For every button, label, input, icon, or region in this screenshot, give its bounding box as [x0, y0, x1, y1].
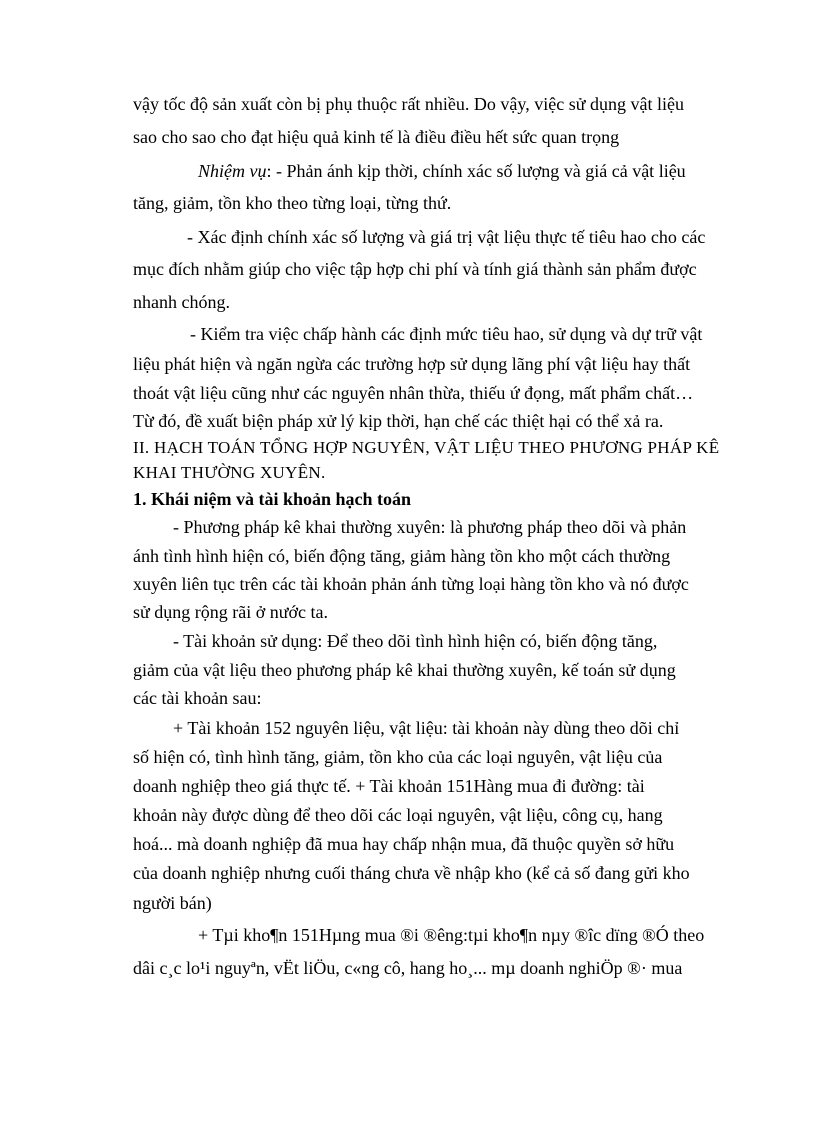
text-line: + Tµi kho¶n 151Hµng mua ®i ®êng:tµi kho¶n nµy ®îc dïng ®Ó theo	[198, 925, 705, 945]
task-label: Nhiệm vụ	[198, 161, 267, 181]
text-line: mục đích nhằm giúp cho việc tập hợp chi phí và tính giá thành sản phẩm được	[133, 259, 697, 279]
text-line: thoát vật liệu cũng như các nguyên nhân thừa, thiếu ứ đọng, mất phẩm chất…	[133, 383, 694, 403]
text-line: sử dụng rộng rãi ở nước ta.	[133, 602, 329, 622]
text-line: người bán)	[133, 893, 212, 913]
text-line: - Xác định chính xác số lượng và giá trị vật liệu thực tế tiêu hao cho các	[187, 227, 706, 247]
section-heading: KHAI THƯỜNG XUYÊN.	[133, 463, 326, 482]
text-line: tăng, giảm, tồn kho theo từng loại, từng thứ.	[133, 193, 452, 213]
text-line: - Tài khoản sử dụng: Để theo dõi tình hình hiện có, biến động tăng,	[173, 631, 658, 651]
text-line: - Kiểm tra việc chấp hành các định mức tiêu hao, sử dụng và dự trữ vật	[190, 324, 703, 344]
text-line: doanh nghiệp theo giá thực tế. + Tài khoản 151Hàng mua đi đường: tài	[133, 776, 645, 796]
text-line: dâi c¸c lo¹i nguyªn, vËt liÖu, c«ng cô, hang ho¸... mµ doanh nghiÖp ®· mua	[133, 958, 683, 978]
task-text	[198, 160, 686, 182]
text-line: Từ đó, đề xuất biện pháp xử lý kịp thời, hạn chế các thiệt hại có thể xả ra.	[133, 411, 664, 431]
task-body: : - Phản ánh kịp thời, chính xác số lượng và giá cả vật liệu	[266, 161, 686, 181]
text-line: sao cho sao cho đạt hiệu quả kinh tế là điều điều hết sức quan trọng	[133, 127, 620, 147]
text-line: nhanh chóng.	[133, 292, 230, 312]
section-heading: II. HẠCH TOÁN TỔNG HỢP NGUYÊN, VẬT LIỆU THEO PHƯƠNG PHÁP KÊ	[133, 438, 720, 457]
text-line: - Phương pháp kê khai thường xuyên: là phương pháp theo dõi và phản	[173, 517, 687, 537]
text-line: vậy tốc độ sản xuất còn bị phụ thuộc rất nhiều. Do vậy, việc sử dụng vật liệu	[133, 94, 684, 114]
text-line: liệu phát hiện và ngăn ngừa các trường hợp sử dụng lãng phí vật liệu hay thất	[133, 354, 691, 374]
text-line: các tài khoản sau:	[133, 688, 262, 708]
text-line: + Tài khoản 152 nguyên liệu, vật liệu: tài khoản này dùng theo dõi chỉ	[173, 718, 680, 738]
text-line: xuyên liên tục trên các tài khoản phản ánh từng loại hàng tồn kho và nó được	[133, 574, 689, 594]
text-line: ánh tình hình hiện có, biến động tăng, giảm hàng tồn kho một cách thường	[133, 546, 671, 566]
subsection-heading: 1. Khái niệm và tài khoản hạch toán	[133, 489, 412, 509]
text-line: giảm của vật liệu theo phương pháp kê khai thường xuyên, kế toán sử dụng	[133, 660, 676, 680]
text-line: của doanh nghiệp nhưng cuối tháng chưa về nhập kho (kể cả số đang gửi kho	[133, 863, 690, 883]
text-line: số hiện có, tình hình tăng, giảm, tồn kho của các loại nguyên, vật liệu của	[133, 747, 663, 767]
text-line: khoản này được dùng để theo dõi các loại nguyên, vật liệu, công cụ, hang	[133, 805, 663, 825]
text-line: hoá... mà doanh nghiệp đã mua hay chấp nhận mua, đã thuộc quyền sở hữu	[133, 834, 675, 854]
task-line	[198, 160, 736, 182]
